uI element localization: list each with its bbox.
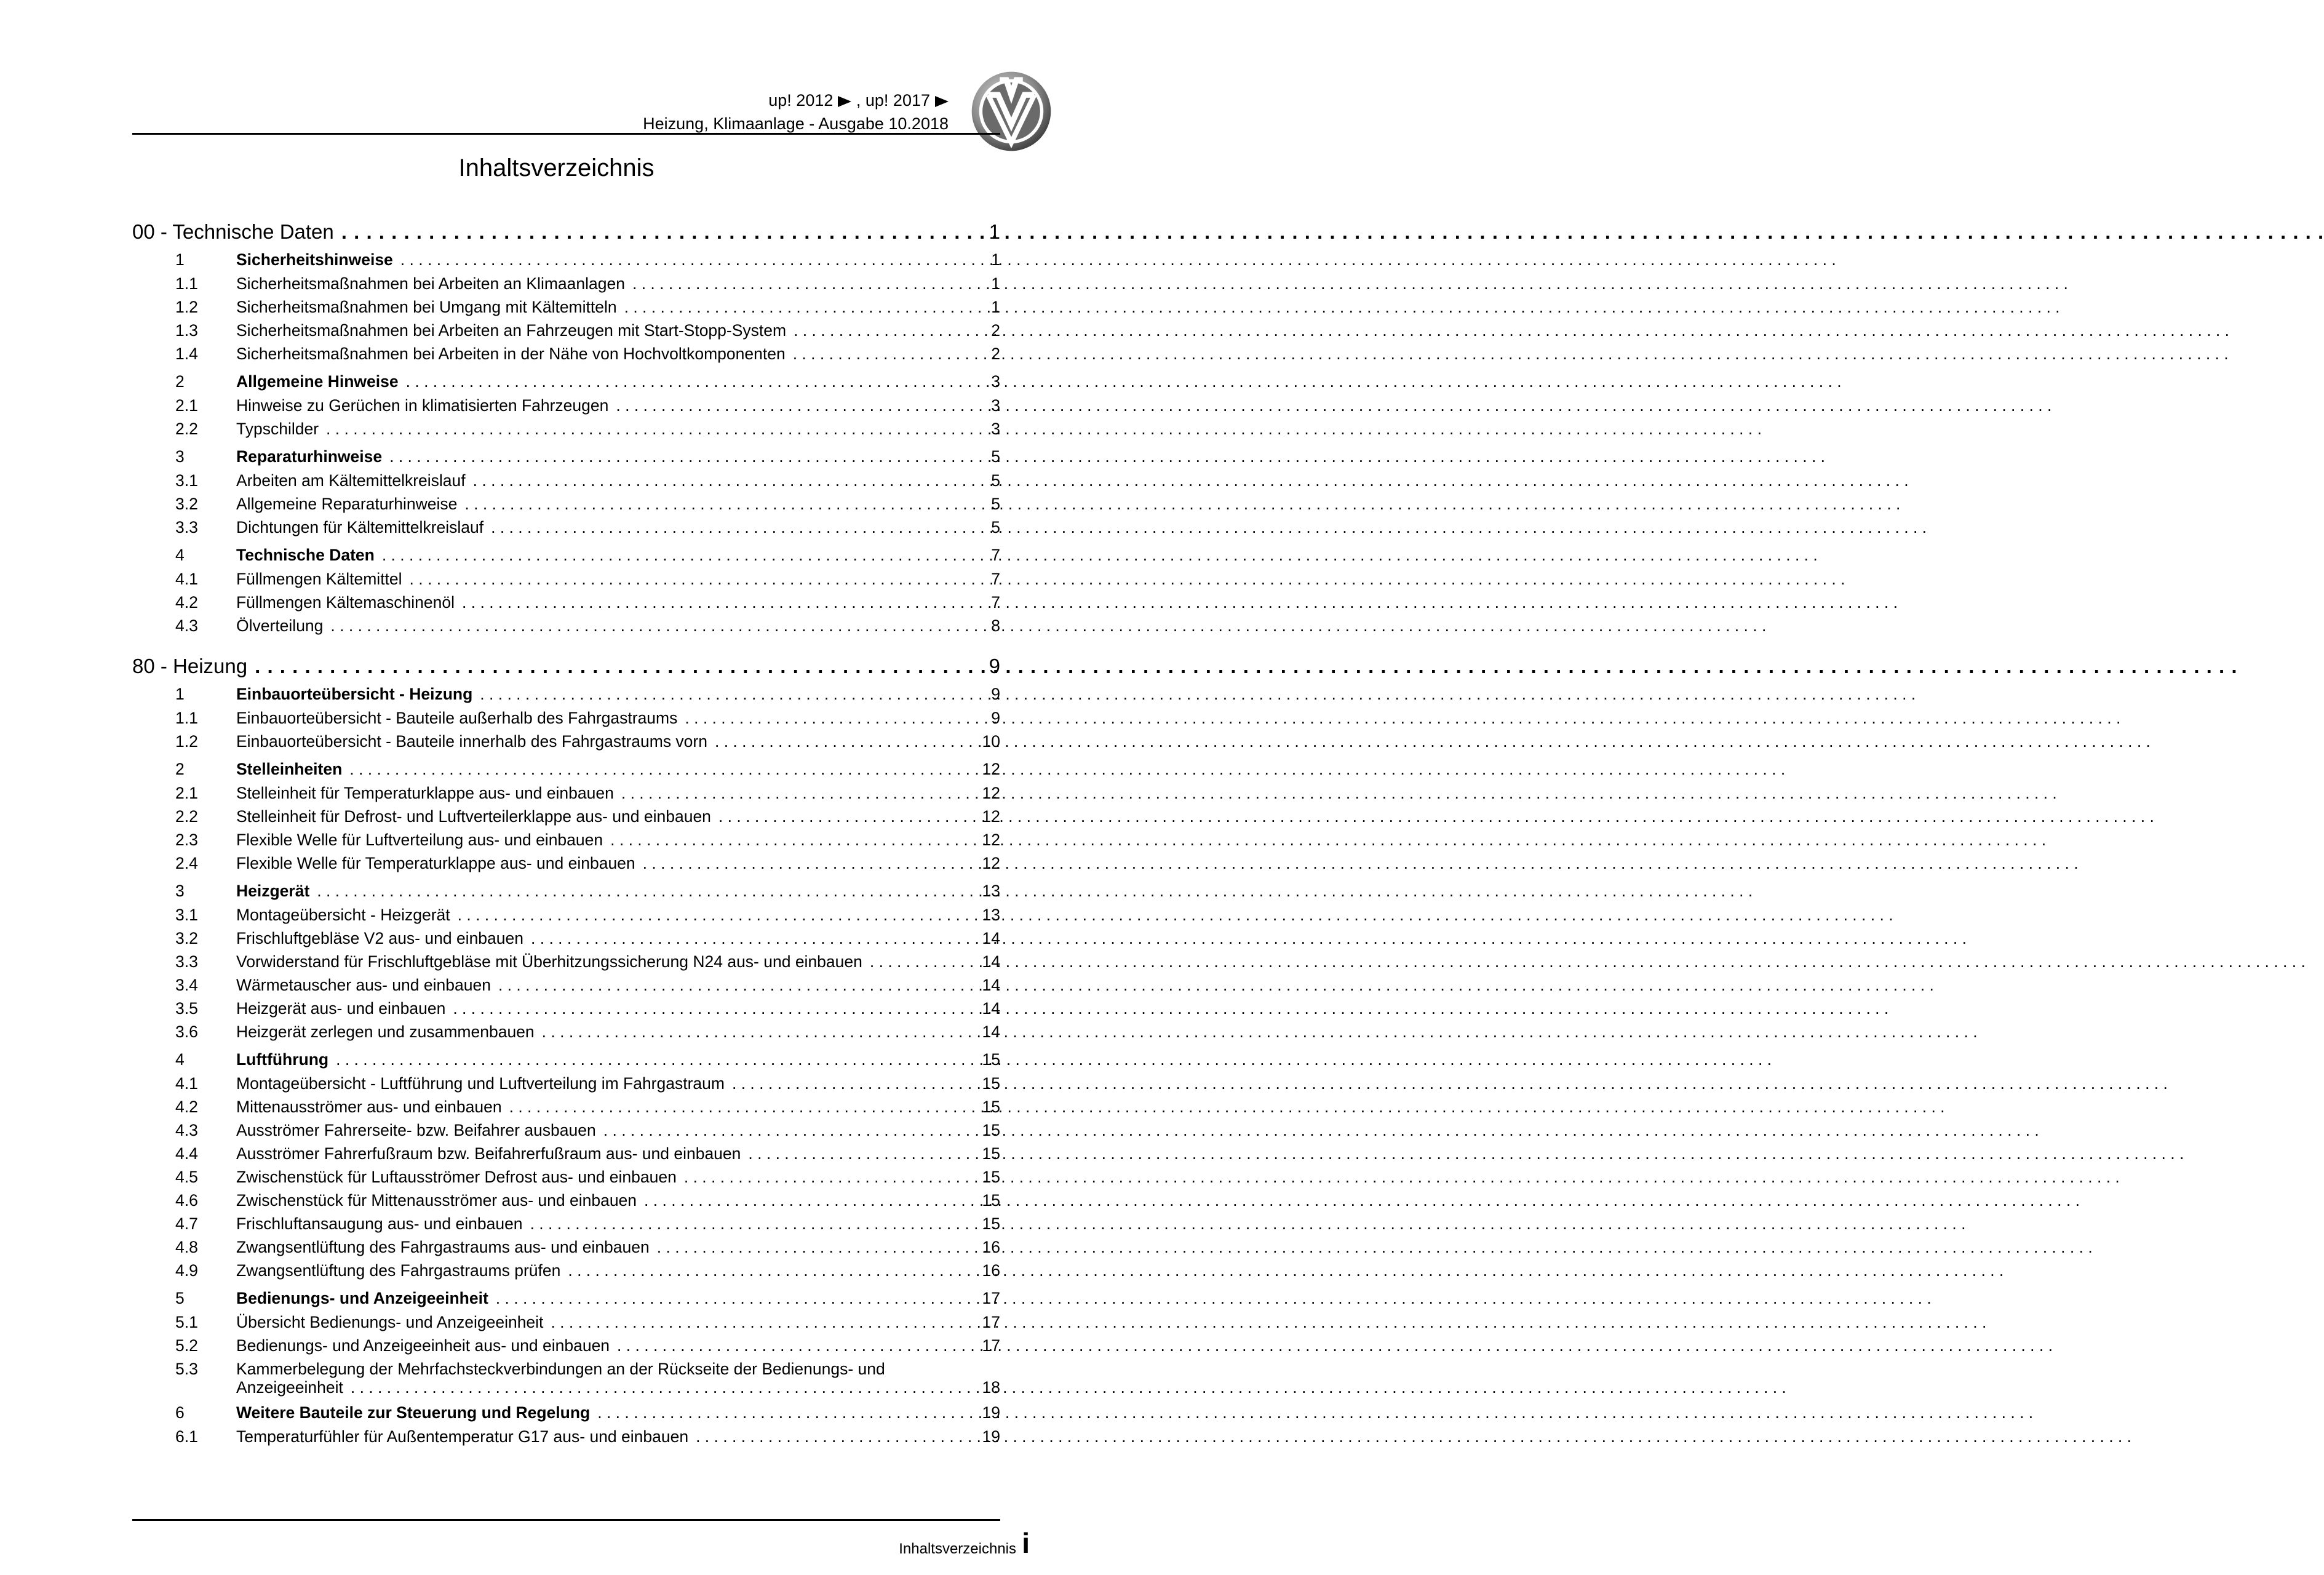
dot-leader bbox=[389, 444, 965, 469]
toc-number: 3.1 bbox=[175, 906, 198, 924]
toc-number: 1.4 bbox=[175, 345, 198, 363]
toc-subsection[interactable] bbox=[132, 319, 1000, 342]
toc-page-number: 13 bbox=[982, 906, 1000, 924]
toc-number: 1.2 bbox=[175, 732, 198, 751]
dot-leader bbox=[657, 1235, 965, 1259]
toc-number: 4.6 bbox=[175, 1191, 198, 1210]
toc-page-number: 7 bbox=[991, 570, 1000, 588]
toc-number: 3 bbox=[175, 882, 185, 900]
toc-number: 3.1 bbox=[175, 471, 198, 490]
toc-subsection[interactable] bbox=[132, 1189, 1000, 1212]
toc-page-number: 9 bbox=[989, 655, 1000, 677]
toc-subsection[interactable] bbox=[132, 1334, 1000, 1357]
toc-section[interactable] bbox=[132, 444, 1000, 469]
toc-number: 4.7 bbox=[175, 1214, 198, 1233]
toc-number: 1 bbox=[175, 685, 185, 703]
toc-page-number: 19 bbox=[982, 1427, 1000, 1446]
toc-subsection[interactable] bbox=[132, 492, 1000, 516]
toc-title: Flexible Welle für Temperaturklappe aus- und einbauen bbox=[236, 854, 635, 872]
toc-title: Heizgerät zerlegen und zusammenbauen bbox=[236, 1023, 535, 1041]
toc-title: Weitere Bauteile zur Steuerung und Regelung bbox=[236, 1403, 591, 1422]
header-model-2017: , up! 2017 bbox=[856, 91, 930, 110]
dot-leader bbox=[406, 369, 965, 394]
toc-section[interactable] bbox=[132, 247, 1000, 272]
toc-number: 6 bbox=[175, 1403, 185, 1422]
toc-subsection[interactable] bbox=[132, 730, 1000, 753]
toc-subsection[interactable] bbox=[132, 997, 1000, 1020]
toc-page-number: 15 bbox=[982, 1144, 1000, 1163]
toc-title: Hinweise zu Gerüchen in klimatisierten Fahrzeugen bbox=[236, 396, 609, 415]
toc-subsection[interactable] bbox=[132, 950, 1000, 973]
dot-leader bbox=[317, 879, 965, 903]
dot-leader bbox=[326, 417, 965, 441]
toc-page-number: 3 bbox=[991, 396, 1000, 415]
toc-title-line1: Kammerbelegung der Mehrfachsteckverbindungen an der Rückseite der Bedienungs- und bbox=[236, 1360, 885, 1378]
dot-leader bbox=[491, 516, 965, 539]
toc-page-number: 14 bbox=[982, 1023, 1000, 1041]
toc-title: Temperaturfühler für Außentemperatur G17 aus- und einbauen bbox=[236, 1427, 689, 1446]
dot-leader bbox=[473, 469, 965, 492]
dot-leader bbox=[349, 757, 965, 781]
toc-title: Wärmetauscher aus- und einbauen bbox=[236, 976, 491, 994]
toc-subsection[interactable] bbox=[132, 272, 1000, 295]
toc-title: Frischluftansaugung aus- und einbauen bbox=[236, 1214, 523, 1233]
toc-subsection[interactable] bbox=[132, 1020, 1000, 1043]
toc-number: 2.1 bbox=[175, 784, 198, 802]
toc-subsection[interactable] bbox=[132, 342, 1000, 365]
toc-page-number: 12 bbox=[982, 831, 1000, 849]
toc-title: Sicherheitsmaßnahmen bei Umgang mit Kältemitteln bbox=[236, 298, 617, 316]
toc-number: 1 bbox=[175, 250, 185, 269]
toc-page-number: 10 bbox=[982, 732, 1000, 751]
toc-number: 4.2 bbox=[175, 593, 198, 612]
toc-title: Sicherheitshinweise bbox=[236, 250, 393, 269]
dot-leader bbox=[621, 781, 965, 805]
toc-page-number: 2 bbox=[991, 345, 1000, 363]
toc-title: Allgemeine Hinweise bbox=[236, 372, 399, 391]
dot-leader bbox=[498, 973, 965, 997]
toc-number: 3.2 bbox=[175, 495, 198, 513]
toc-page-number: 17 bbox=[982, 1336, 1000, 1355]
toc-number: 1.1 bbox=[175, 709, 198, 727]
toc-subsection[interactable] bbox=[132, 1235, 1000, 1259]
toc-section[interactable] bbox=[132, 543, 1000, 567]
toc-title: Montageübersicht - Luftführung und Luftverteilung im Fahrgastraum bbox=[236, 1074, 725, 1093]
dot-leader bbox=[610, 828, 965, 851]
toc-title: Zwangsentlüftung des Fahrgastraums aus- und einbauen bbox=[236, 1238, 650, 1256]
dot-leader bbox=[410, 567, 965, 591]
toc-page-number: 5 bbox=[991, 471, 1000, 490]
toc-number: 2.3 bbox=[175, 831, 198, 849]
toc-title: Mittenausströmer aus- und einbauen bbox=[236, 1098, 502, 1116]
toc-subsection[interactable] bbox=[132, 1310, 1000, 1334]
toc-page-number: 15 bbox=[982, 1121, 1000, 1139]
toc-number: 2.1 bbox=[175, 396, 198, 415]
toc-title-line2: Anzeigeeinheit bbox=[236, 1378, 343, 1397]
dot-leader bbox=[603, 1118, 965, 1142]
dot-leader bbox=[341, 217, 965, 247]
toc-title: Stelleinheit für Temperaturklappe aus- und einbauen bbox=[236, 784, 614, 802]
toc-subsection[interactable] bbox=[132, 927, 1000, 950]
dot-leader bbox=[568, 1259, 965, 1282]
toc-subsection[interactable] bbox=[132, 1165, 1000, 1189]
toc-title: Einbauorteübersicht - Bauteile innerhalb des Fahrgastraums vorn bbox=[236, 732, 707, 751]
toc-title: Vorwiderstand für Frischluftgebläse mit Überhitzungssicherung N24 aus- und einbauen bbox=[236, 952, 862, 971]
toc-page-number: 12 bbox=[982, 807, 1000, 826]
toc-subsection[interactable] bbox=[132, 591, 1000, 614]
toc-section[interactable] bbox=[132, 1400, 1000, 1425]
toc-title: Sicherheitsmaßnahmen bei Arbeiten an Klimaanlagen bbox=[236, 274, 625, 293]
toc-title: Heizgerät aus- und einbauen bbox=[236, 999, 446, 1018]
toc-section[interactable] bbox=[132, 1047, 1000, 1072]
toc-chapter-80[interactable] bbox=[132, 651, 1000, 682]
toc-title: Bedienungs- und Anzeigeeinheit bbox=[236, 1289, 488, 1307]
toc-page-number: 12 bbox=[982, 854, 1000, 872]
toc-page-number: 14 bbox=[982, 952, 1000, 971]
dot-leader bbox=[732, 1072, 965, 1095]
dot-leader bbox=[684, 1165, 965, 1189]
page-title: Inhaltsverzeichnis bbox=[458, 154, 655, 181]
toc-page-number: 7 bbox=[991, 546, 1000, 564]
toc-page-number: 8 bbox=[991, 616, 1000, 635]
toc-subsection[interactable] bbox=[132, 1142, 1000, 1165]
header-model-line bbox=[768, 90, 949, 111]
toc-number: 4.1 bbox=[175, 1074, 198, 1093]
toc-number: 4 bbox=[175, 1050, 185, 1069]
toc-page-number: 14 bbox=[982, 999, 1000, 1018]
toc-page-number: 7 bbox=[991, 593, 1000, 612]
vw-logo-icon bbox=[970, 70, 1053, 153]
toc-title: Übersicht Bedienungs- und Anzeigeeinheit bbox=[236, 1313, 544, 1331]
toc-page-number: 1 bbox=[989, 220, 1000, 243]
dot-leader bbox=[644, 1189, 965, 1212]
dot-leader bbox=[351, 1378, 965, 1397]
toc-number: 2.2 bbox=[175, 807, 198, 826]
table-of-contents bbox=[132, 217, 1000, 1448]
toc-page-number: 19 bbox=[982, 1403, 1000, 1422]
toc-title: Montageübersicht - Heizgerät bbox=[236, 906, 450, 924]
dot-leader bbox=[597, 1400, 965, 1425]
toc-title: Stelleinheiten bbox=[236, 760, 343, 778]
toc-title: Arbeiten am Kältemittelkreislauf bbox=[236, 471, 466, 490]
toc-page-number: 15 bbox=[982, 1168, 1000, 1186]
dot-leader bbox=[382, 543, 965, 567]
toc-section[interactable] bbox=[132, 369, 1000, 394]
dot-leader bbox=[509, 1095, 965, 1118]
toc-number: 4.1 bbox=[175, 570, 198, 588]
toc-subsection[interactable] bbox=[132, 1212, 1000, 1235]
toc-number: 4.3 bbox=[175, 616, 198, 635]
dot-leader bbox=[718, 805, 965, 828]
dot-leader bbox=[632, 272, 965, 295]
toc-subsection[interactable] bbox=[132, 805, 1000, 828]
dot-leader bbox=[542, 1020, 965, 1043]
toc-title: Allgemeine Reparaturhinweise bbox=[236, 495, 458, 513]
toc-title: Technische Daten bbox=[236, 546, 375, 564]
toc-subsection[interactable] bbox=[132, 1425, 1000, 1448]
toc-page-number: 1 bbox=[991, 274, 1000, 293]
toc-title: Sicherheitsmaßnahmen bei Arbeiten an Fahrzeugen mit Start-Stopp-System bbox=[236, 321, 787, 340]
toc-number: 4.9 bbox=[175, 1261, 198, 1280]
toc-number: 1.3 bbox=[175, 321, 198, 340]
header-model-2012: up! 2012 bbox=[768, 91, 834, 110]
toc-number: 4.4 bbox=[175, 1144, 198, 1163]
toc-number: 5 bbox=[175, 1289, 185, 1307]
dot-leader bbox=[453, 997, 965, 1020]
toc-chapter-title: 80 - Heizung bbox=[132, 655, 248, 677]
dot-leader bbox=[793, 342, 965, 365]
dot-leader bbox=[748, 1142, 965, 1165]
toc-number: 2.2 bbox=[175, 420, 198, 438]
toc-title: Zwangsentlüftung des Fahrgastraums prüfen bbox=[236, 1261, 561, 1280]
toc-page-number: 3 bbox=[991, 372, 1000, 391]
arrow-right-icon bbox=[838, 96, 851, 107]
dot-leader bbox=[696, 1425, 965, 1448]
dot-leader bbox=[464, 492, 965, 516]
dot-leader bbox=[336, 1047, 965, 1072]
toc-subsection[interactable] bbox=[132, 614, 1000, 637]
toc-page-number: 15 bbox=[982, 1050, 1000, 1069]
header-edition: Heizung, Klimaanlage - Ausgabe 10.2018 bbox=[643, 114, 949, 133]
toc-number: 5.3 bbox=[175, 1360, 198, 1378]
toc-subsection[interactable] bbox=[132, 706, 1000, 730]
toc-title: Flexible Welle für Luftverteilung aus- und einbauen bbox=[236, 831, 603, 849]
toc-subsection[interactable] bbox=[132, 903, 1000, 927]
toc-subsection[interactable] bbox=[132, 567, 1000, 591]
dot-leader bbox=[794, 319, 965, 342]
toc-number: 2.4 bbox=[175, 854, 198, 872]
toc-title: Ausströmer Fahrerfußraum bzw. Beifahrerfußraum aus- und einbauen bbox=[236, 1144, 741, 1163]
footer-page-number: i bbox=[1022, 1527, 1030, 1559]
toc-subsection[interactable] bbox=[132, 394, 1000, 417]
toc-page-number: 12 bbox=[982, 784, 1000, 802]
toc-page-number: 5 bbox=[991, 495, 1000, 513]
dot-leader bbox=[617, 1334, 965, 1357]
toc-title: Typschilder bbox=[236, 420, 319, 438]
toc-page-number: 16 bbox=[982, 1238, 1000, 1256]
toc-number: 3.3 bbox=[175, 518, 198, 536]
toc-number: 4.2 bbox=[175, 1098, 198, 1116]
arrow-right-icon bbox=[935, 96, 949, 107]
toc-section[interactable] bbox=[132, 879, 1000, 903]
toc-title: Zwischenstück für Mittenausströmer aus- und einbauen bbox=[236, 1191, 637, 1210]
toc-subsection[interactable] bbox=[132, 295, 1000, 319]
dot-leader bbox=[531, 927, 965, 950]
toc-page-number: 17 bbox=[982, 1289, 1000, 1307]
toc-title: Füllmengen Kältemittel bbox=[236, 570, 402, 588]
toc-subsection[interactable] bbox=[132, 469, 1000, 492]
toc-subsection[interactable] bbox=[132, 828, 1000, 851]
toc-page-number: 9 bbox=[991, 709, 1000, 727]
toc-page-number: 17 bbox=[982, 1313, 1000, 1331]
toc-title: Einbauorteübersicht - Heizung bbox=[236, 685, 473, 703]
toc-number: 4 bbox=[175, 546, 185, 564]
dot-leader bbox=[715, 730, 965, 753]
dot-leader bbox=[616, 394, 965, 417]
dot-leader bbox=[551, 1310, 965, 1334]
toc-subsection[interactable] bbox=[132, 417, 1000, 441]
toc-number: 3 bbox=[175, 447, 185, 466]
toc-title: Heizgerät bbox=[236, 882, 310, 900]
toc-title: Sicherheitsmaßnahmen bei Arbeiten in der Nähe von Hochvoltkomponenten bbox=[236, 345, 786, 363]
toc-page-number: 9 bbox=[991, 685, 1000, 703]
toc-title: Stelleinheit für Defrost- und Luftverteilerklappe aus- und einbauen bbox=[236, 807, 711, 826]
toc-number: 2 bbox=[175, 372, 185, 391]
toc-number: 4.5 bbox=[175, 1168, 198, 1186]
toc-number: 3.3 bbox=[175, 952, 198, 971]
toc-page-number: 2 bbox=[991, 321, 1000, 340]
toc-title: Frischluftgebläse V2 aus- und einbauen bbox=[236, 929, 523, 947]
dot-leader bbox=[496, 1286, 965, 1310]
toc-subsection[interactable] bbox=[132, 781, 1000, 805]
toc-number: 3.4 bbox=[175, 976, 198, 994]
toc-number: 3.6 bbox=[175, 1023, 198, 1041]
toc-chapter-00[interactable] bbox=[132, 217, 1000, 247]
footer-label: Inhaltsverzeichnis bbox=[899, 1541, 1016, 1557]
header-rule bbox=[132, 133, 1000, 135]
toc-title: Zwischenstück für Luftausströmer Defrost aus- und einbauen bbox=[236, 1168, 677, 1186]
dot-leader bbox=[870, 950, 965, 973]
dot-leader bbox=[530, 1212, 965, 1235]
toc-subsection[interactable] bbox=[132, 1095, 1000, 1118]
toc-section[interactable] bbox=[132, 1286, 1000, 1310]
toc-page-number: 5 bbox=[991, 447, 1000, 466]
toc-page-number: 15 bbox=[982, 1191, 1000, 1210]
toc-subsection[interactable] bbox=[132, 1118, 1000, 1142]
toc-title: Einbauorteübersicht - Bauteile außerhalb des Fahrgastraums bbox=[236, 709, 678, 727]
toc-page-number: 15 bbox=[982, 1098, 1000, 1116]
dot-leader bbox=[624, 295, 965, 319]
toc-number: 4.3 bbox=[175, 1121, 198, 1139]
dot-leader bbox=[462, 591, 965, 614]
toc-subsection[interactable] bbox=[132, 516, 1000, 539]
toc-number: 1.2 bbox=[175, 298, 198, 316]
toc-section[interactable] bbox=[132, 757, 1000, 781]
toc-number: 3.2 bbox=[175, 929, 198, 947]
toc-page-number: 12 bbox=[982, 760, 1000, 778]
toc-number: 2 bbox=[175, 760, 185, 778]
toc-number: 5.2 bbox=[175, 1336, 198, 1355]
dot-leader bbox=[685, 706, 965, 730]
toc-subsection[interactable] bbox=[132, 973, 1000, 997]
toc-page-number: 14 bbox=[982, 929, 1000, 947]
toc-page-number: 14 bbox=[982, 976, 1000, 994]
toc-page-number: 3 bbox=[991, 420, 1000, 438]
toc-page-number: 5 bbox=[991, 518, 1000, 536]
toc-title: Bedienungs- und Anzeigeeinheit aus- und einbauen bbox=[236, 1336, 610, 1355]
toc-title: Füllmengen Kältemaschinenöl bbox=[236, 593, 455, 612]
toc-page-number: 15 bbox=[982, 1074, 1000, 1093]
dot-leader bbox=[480, 682, 965, 706]
toc-number: 4.8 bbox=[175, 1238, 198, 1256]
dot-leader bbox=[643, 851, 965, 875]
toc-title: Reparaturhinweise bbox=[236, 447, 383, 466]
toc-section[interactable] bbox=[132, 682, 1000, 706]
toc-page-number: 16 bbox=[982, 1261, 1000, 1280]
toc-number: 1.1 bbox=[175, 274, 198, 293]
dot-leader bbox=[330, 614, 965, 637]
footer-rule bbox=[132, 1519, 1000, 1521]
toc-number: 3.5 bbox=[175, 999, 198, 1018]
toc-page-number: 1 bbox=[991, 298, 1000, 316]
toc-subsection[interactable] bbox=[132, 1259, 1000, 1282]
toc-subsection[interactable] bbox=[132, 1072, 1000, 1095]
toc-title: Ölverteilung bbox=[236, 616, 324, 635]
toc-page-number: 13 bbox=[982, 882, 1000, 900]
toc-title: Dichtungen für Kältemittelkreislauf bbox=[236, 518, 484, 536]
toc-title: Luftführung bbox=[236, 1050, 329, 1069]
toc-number: 5.1 bbox=[175, 1313, 198, 1331]
toc-title: Ausströmer Fahrerseite- bzw. Beifahrer ausbauen bbox=[236, 1121, 596, 1139]
toc-number: 6.1 bbox=[175, 1427, 198, 1446]
dot-leader bbox=[255, 651, 965, 682]
toc-page-number: 1 bbox=[991, 250, 1000, 269]
toc-chapter-title: 00 - Technische Daten bbox=[132, 220, 334, 243]
toc-subsection-multiline[interactable] bbox=[132, 1357, 1000, 1397]
toc-page-number: 18 bbox=[982, 1378, 1000, 1397]
toc-page-number: 15 bbox=[982, 1214, 1000, 1233]
dot-leader bbox=[400, 247, 965, 272]
toc-subsection[interactable] bbox=[132, 851, 1000, 875]
dot-leader bbox=[458, 903, 965, 927]
